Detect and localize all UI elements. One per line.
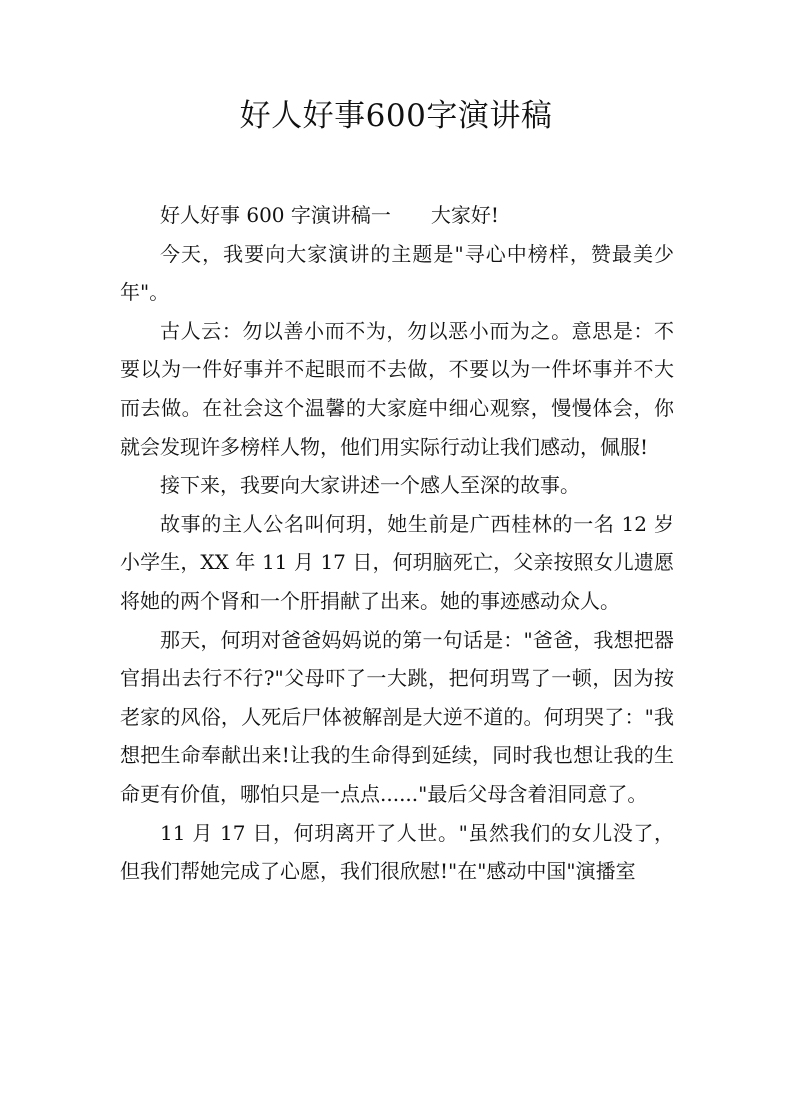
paragraph: 那天，何玥对爸爸妈妈说的第一句话是："爸爸，我想把器官捐出去行不行?"父母吓了一大跳，把何玥骂了一顿，因为按老家的风俗，人死后尸体被解剖是大逆不道的。何玥哭了："我想把生命奉献出来!让我的生命得到延续，同时我也想让我的生命更有价值，哪怕只是一点点......"最后父母含着泪同意了。 <box>120 627 674 806</box>
document-body <box>120 196 674 891</box>
paragraph: 今天，我要向大家演讲的主题是"寻心中榜样，赞最美少年"。 <box>120 241 674 305</box>
document-title: 好人好事600字演讲稿 <box>239 98 553 134</box>
intro-paragraph <box>120 196 674 235</box>
paragraph: 接下来，我要向大家讲述一个感人至深的故事。 <box>160 473 580 498</box>
intro-greeting: 大家好! <box>430 203 499 227</box>
paragraph: 故事的主人公名叫何玥，她生前是广西桂林的一名 12 岁小学生，XX 年 11 月 17 日，何玥脑死亡，父亲按照女儿遗愿将她的两个肾和一个肝捐献了出来。她的事迹感动众人。 <box>120 511 674 613</box>
paragraph: 古人云：勿以善小而不为，勿以恶小而为之。意思是：不要以为一件好事并不起眼而不去做，不要以为一件坏事并不大而去做。在社会这个温馨的大家庭中细心观察，慢慢体会，你就会发现许多榜样人物，他们用实际行动让我们感动，佩服! <box>120 318 674 459</box>
intro-heading: 好人好事 600 字演讲稿一 <box>160 203 391 227</box>
paragraph: 11 月 17 日，何玥离开了人世。"虽然我们的女儿没了，但我们帮她完成了心愿，我们很欣慰!"在"感动中国"演播室 <box>120 820 674 884</box>
